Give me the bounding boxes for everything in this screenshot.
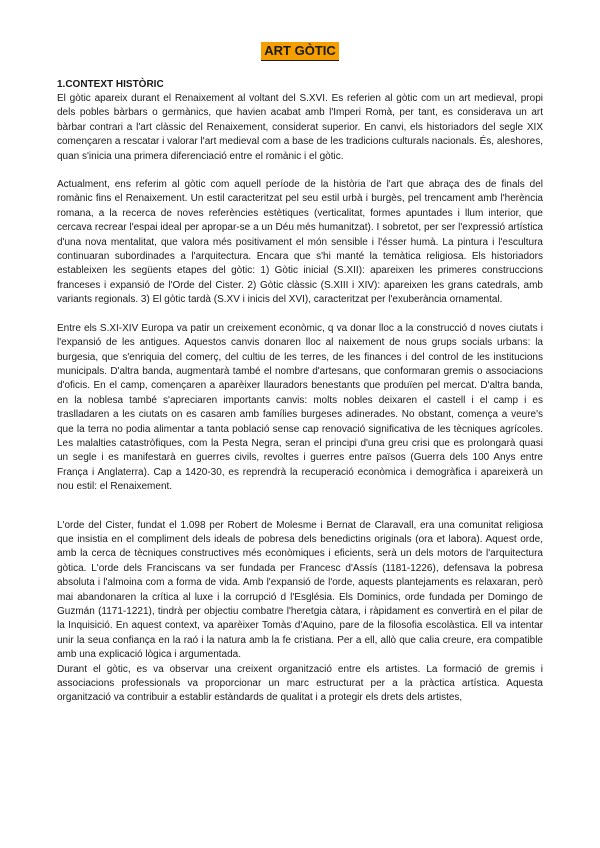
document-body [57,78,543,706]
paragraph-intro: El gòtic apareix durant el Renaixement al voltant del S.XVI. Es referien al gòtic com un art medieval, propi dels pobles bàrbars o germànics, que havien acabat amb l'Imperi Romà, per tant, es considerava un art bàrbar contrari a l'art clàssic del Renaixement, considerat superior. En canvi, els historiadors del segle XIX començaren a rescatar i valorar l'art medieval com a base de les tradicions culturals nacionals. És, aleshores, quan s'inicia una primera diferenciació entre el romànic i el gòtic. [57,93,543,162]
paragraph-spacer [57,495,543,519]
paragraph-economy: Entre els S.XI-XIV Europa va patir un creixement econòmic, q va donar lloc a la construcció d noves ciutats i l'expansió de les antigues. Aquestos canvis donaren lloc al naixement de nous grups socials urbans: la burgesia, que s'enriquia del comerç, del cultiu de les terres, de les finances i del control de les institucions municipals. D'altra banda, augmentarà també el nombre d'artesans, que conformaran gremis o associacions d'oficis. En el camp, començaren a aparèixer llauradors benestants que produïen pel mercat. D'altra banda, en la noblesa també s'apreciaren importants canvis: molts nobles deixaren el castell i el camp i es traslladaren a les ciutats on es casaren amb famílies burgeses adinerades. No obstant, comença a veure's que la terra no podia alimentar a tanta població sense cap renovació significativa de les tècniques agrícoles. Les malalties catastròfiques, com la Pesta Negra, seran el principi d'una greu crisi que es prolongarà quasi un segle i es manifestarà en guerres civils, revoltes i guerres entre països (Guerra dels 100 Anys entre França i Anglaterra). Cap a 1420-30, es reprendrà la recuperació econòmica i demogràfica i apareixerà un nou estil: el Renaixement. [57,322,543,493]
paragraph-periods: Actualment, ens referim al gòtic com aquell període de la història de l'art que abraça des de finals del romànic fins el Renaixement. Un estil caracteritzat pel seu estil urbà i burgès, pel trencament amb l'herència romana, a la recerca de noves referències estètiques (verticalitat, formes apuntades i llum interior, que cercava recrear l'espai ideal per apropar-se a un Déu més humanitzat). I sobretot, per ser l'expressió artística d'una nova mentalitat, que valora més positivament el món sensible i l'ésser humà. La pintura i l'escultura continuaran subordinades a l'arquitectura. Encara que s'hi manté la temàtica religiosa. Els historiadors estableixen les següents etapes del gòtic: 1) Gòtic inicial (S.XII): apareixen les primeres construccions franceses i expansió de l'Orde del Cister. 2) Gòtic clàssic (S.XIII i XIV): apareixen les grans catedrals, amb variants regionals. 3) El gòtic tardà (S.XV i inicis del XVI), caracteritzat per l'exuberància ornamental. [57,179,543,306]
title-container [0,42,600,61]
section-heading: 1.CONTEXT HISTÒRIC [57,79,164,90]
paragraph-spacer [57,164,543,178]
paragraph-spacer [57,308,543,322]
paragraph-artists: Durant el gòtic, es va observar una creixent organització entre els artistes. La formació de gremis i associacions professionals va proporcionar un marc estructurat per a la pràctica artística. Aquesta organització va contribuir a establir estàndards de qualitat i a protegir els drets dels artistes, [57,663,543,704]
document-title: ART GÒTIC [261,42,339,61]
paragraph-religious-orders: L'orde del Cister, fundat el 1.098 per Robert de Molesme i Bernat de Claravall, era una comunitat religiosa que insistia en el compliment dels ideals de pobresa dels benedictins originals (ora et labora). Aquest orde, amb la cerca de tècniques constructives més econòmiques i eficients, serà un dels motors de l'arquitectura gòtica. L'orde dels Franciscans va ser fundada per Francesc d'Assís (1181-1226), defensava la pobresa absoluta i l'almoina com a forma de vida. Amb l'expansió de l'orde, aquests plantejaments es relaxaran, però mai abandonaren la crítica al luxe i la corrupció d l'Església. Els Dominics, orde fundada per Domingo de Guzmán (1171-1221), tindrà per objectiu combatre l'heretgia càtara, i ràpidament es convertirà en el pilar de la Inquisició. En aquest context, va aparèixer Tomàs d'Aquino, pare de la filosofia escolàstica. Ell va intentar unir la seua confiança en la raó i la natura amb la fe cristiana. Per a ell, allò que calia creure, era compatible amb una explicació lògica i argumentada. [57,519,543,661]
